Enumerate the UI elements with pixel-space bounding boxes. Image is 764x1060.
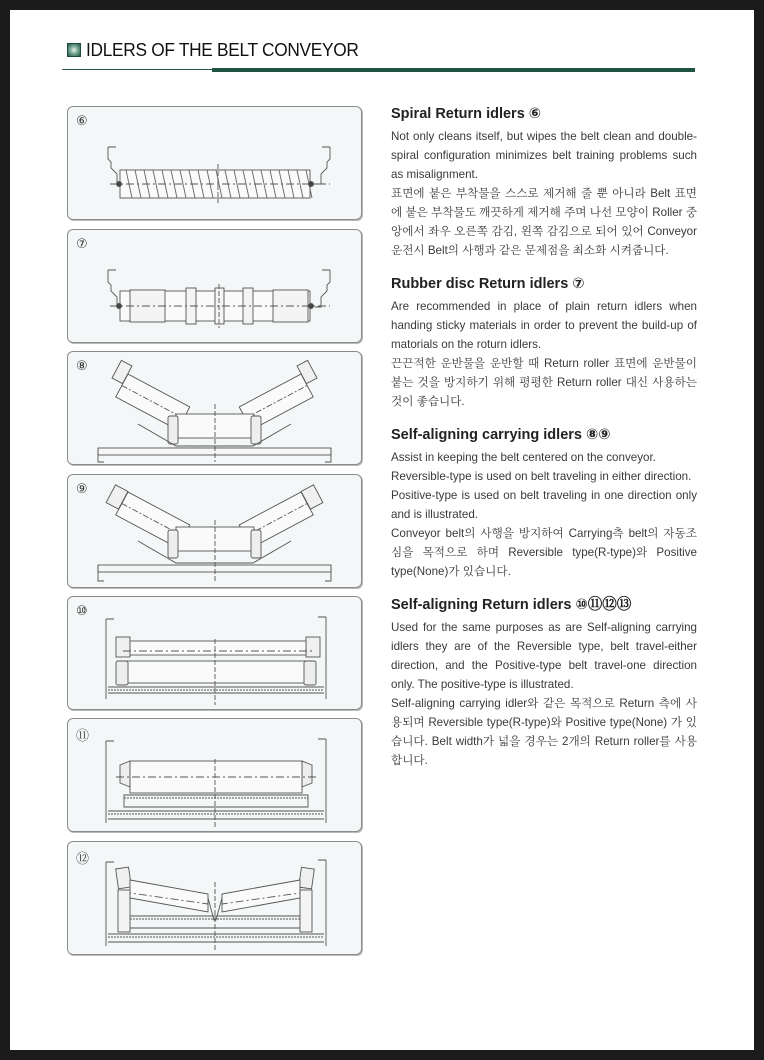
header-rule-thick (212, 68, 695, 72)
paragraph-en: Used for the same purposes as are Self-aligning carrying idlers they are of the Reversible type, belt travel-either direction, and the Positive-type belt travel-one direction only. The positive-type is illustrated. (391, 621, 697, 691)
section-title: Self-aligning carrying idlers ⑧⑨ (391, 427, 611, 443)
paragraph-ko: Conveyor belt의 사행을 방지하여 Carrying측 belt의 자동조심을 목적으로 하며 Reversible type(R-type)와 Positive type(None)가 있습니다. (391, 527, 697, 578)
panel-number: ⑥ (76, 113, 88, 128)
section-body (391, 448, 697, 581)
self-aligning-return-idler-diagram (68, 597, 361, 709)
panel-number: ⑦ (76, 236, 88, 251)
section-spiral-return-idlers (391, 104, 697, 260)
paragraph-en: Positive-type is used on belt traveling in one direction only and is illustrated. (391, 489, 697, 521)
diagram-panel-rubber-disc-return (67, 229, 362, 343)
diagram-panel-spiral-return (67, 106, 362, 220)
panel-number: ⑨ (76, 481, 88, 496)
section-self-aligning-carrying-idlers (391, 425, 697, 581)
rubber-disc-return-idler-diagram (68, 230, 361, 342)
paragraph-en: Not only cleans itself, but wipes the belt clean and double-spiral configuration minimizes belt training problems such as misalignment. (391, 130, 697, 181)
paragraph-ko: Self-aligning carrying idler와 같은 목적으로 Return 측에 사용되며 Reversible type(R-type)와 Positive type(None) 가 있습니다. Belt width가 넓을 경우는 2개의 Return roller를 사용합니다. (391, 697, 697, 767)
diagram-panel-self-aligning-return-3 (67, 841, 362, 955)
section-rubber-disc-return-idlers (391, 274, 697, 411)
diagram-panel-self-aligning-carrying-2 (67, 474, 362, 588)
paragraph-ko: 끈끈적한 운반물을 운반할 때 Return roller 표면에 운반물이 붙는 것을 방지하기 위해 평평한 Return roller 대신 사용하는 것이 좋습니다. (391, 357, 697, 408)
section-title: Rubber disc Return idlers ⑦ (391, 276, 585, 292)
section-title: Spiral Return idlers ⑥ (391, 106, 542, 122)
self-aligning-carrying-idler-diagram (68, 352, 361, 464)
panel-number: ⑪ (76, 728, 90, 743)
self-aligning-carrying-idler-diagram (68, 475, 361, 587)
section-title: Self-aligning Return idlers ⑩⑪⑫⑬ (391, 597, 632, 613)
description-column (391, 104, 697, 784)
paragraph-en: Reversible-type is used on belt traveling in either direction. (391, 470, 692, 483)
diagram-panel-self-aligning-carrying-1 (67, 351, 362, 465)
green-square-bullet-icon (67, 43, 81, 57)
section-body (391, 618, 697, 770)
panel-number: ⑫ (76, 851, 90, 866)
paragraph-en: Are recommended in place of plain return idlers when handing sticky materials in order to prevent the build-up of matorials on the roturn idlers. (391, 300, 697, 351)
paragraph-ko: 표면에 붙은 부착물을 스스로 제거해 줄 뿐 아니라 Belt 표면에 붙은 부착물도 깨끗하게 제거해 주며 나선 모양이 Roller 중앙에서 좌우 오른쪽 감김, 왼쪽 감김으로 되어 있어 Conveyor 운전시 Belt의 사행과 같은 문제점을 최소화 시켜줍니다. (391, 187, 697, 257)
panel-number: ⑧ (76, 358, 88, 373)
section-self-aligning-return-idlers (391, 595, 697, 770)
catalog-page (10, 10, 754, 1050)
spiral-return-idler-diagram (68, 107, 361, 219)
page-title: IDLERS OF THE BELT CONVEYOR (86, 39, 359, 60)
page-header (67, 38, 370, 62)
self-aligning-return-idler-diagram (68, 842, 361, 954)
self-aligning-return-idler-diagram (68, 719, 361, 831)
diagram-panel-self-aligning-return-1 (67, 596, 362, 710)
paragraph-en: Assist in keeping the belt centered on the conveyor. (391, 451, 656, 464)
section-body (391, 127, 697, 260)
panel-number: ⑩ (76, 603, 88, 618)
section-body (391, 297, 697, 411)
header-rule-thin (62, 69, 222, 70)
diagram-panel-self-aligning-return-2 (67, 718, 362, 832)
